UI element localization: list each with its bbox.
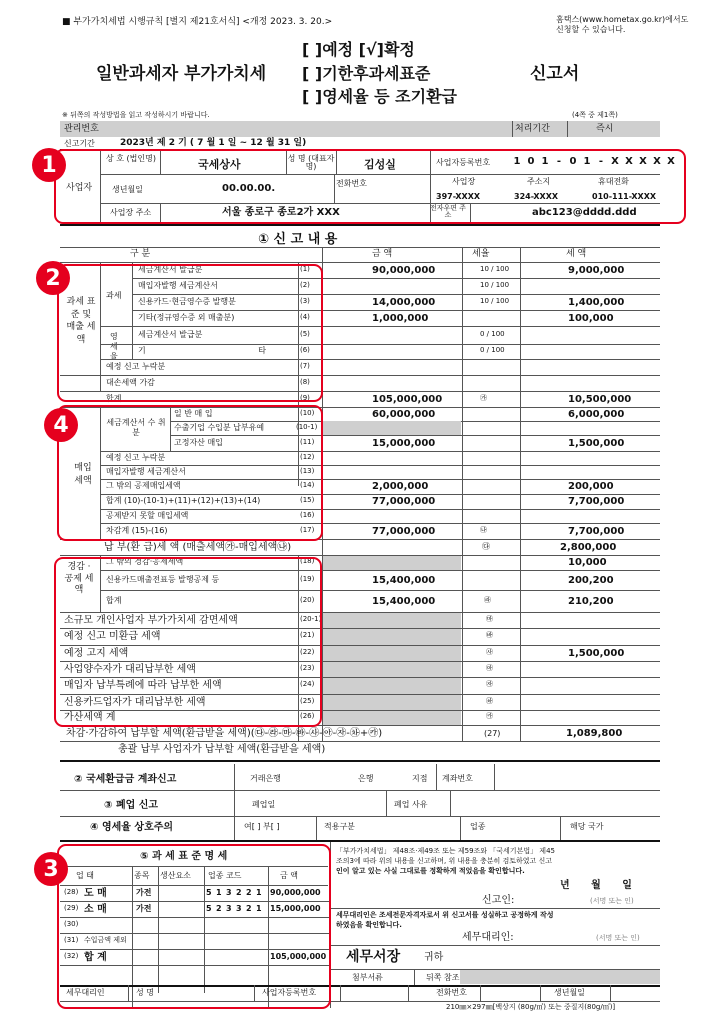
row-label: 고정자산 매입 bbox=[174, 438, 223, 447]
row-label: 합계 (10)-(10-1)+(11)+(12)+(13)+(14) bbox=[106, 496, 261, 505]
row-label: 대손세액 가감 bbox=[106, 378, 155, 387]
row-tax[interactable]: 10,500,000 bbox=[568, 394, 632, 405]
management-number-label: 관리번호 bbox=[64, 124, 99, 134]
row-number: (19) bbox=[300, 575, 315, 583]
row-number: (2) bbox=[300, 281, 310, 289]
row-number: (10-1) bbox=[296, 423, 318, 431]
code-digit[interactable]: 5 bbox=[206, 904, 212, 913]
row-rate: ㉯ bbox=[480, 526, 487, 534]
code-digit[interactable]: 1 bbox=[216, 888, 222, 897]
email[interactable]: abc123@dddd.ddd bbox=[532, 207, 637, 218]
row-label: 기타(정규영수증 외 매출분) bbox=[138, 313, 235, 322]
zero-rate-yes-no[interactable]: 여[ ] 부[ ] bbox=[244, 822, 280, 831]
row-label: 공제받지 못할 매입세액 bbox=[106, 511, 189, 520]
declaration-line-2: 조의3에 따라 위의 내용을 신고하며, 위 내용을 충분히 검토하였고 신고 bbox=[336, 857, 553, 865]
badge-4: 4 bbox=[44, 408, 78, 442]
row-amount[interactable]: 77,000,000 bbox=[372, 496, 436, 507]
tax-office-to: 귀하 bbox=[424, 952, 444, 963]
business-name[interactable]: 국세상사 bbox=[198, 158, 241, 171]
refund-bank-suffix: 은행 bbox=[358, 774, 374, 783]
final-payable-number: (27) bbox=[484, 729, 501, 738]
declaration-date[interactable]: 년 월 일 bbox=[560, 880, 632, 891]
row-tax[interactable]: 9,000,000 bbox=[568, 265, 625, 276]
row-label: 예정 신고 미환급 세액 bbox=[64, 631, 161, 642]
form-rule: ■ 부가가치세법 시행규칙 [별지 제21호서식] <개정 2023. 3. 20.> bbox=[62, 17, 333, 27]
row-rate: ㉷ bbox=[486, 697, 493, 705]
row-number: (7) bbox=[300, 362, 310, 370]
row-rate: ㉵ bbox=[486, 664, 493, 672]
refund-account-label: 계좌번호 bbox=[442, 774, 473, 783]
row-label: 매입자발행 세금계산서 bbox=[138, 281, 218, 290]
registration-number[interactable]: 1 0 1 - 0 1 - X X X X X bbox=[513, 156, 675, 167]
processing-period-label: 처리기간 bbox=[515, 124, 550, 134]
address-label: 사업장 주소 bbox=[110, 208, 152, 217]
row-rate: ㉲ bbox=[486, 615, 493, 623]
row-label: 가산세액 계 bbox=[64, 712, 116, 723]
agent-sign-label: 세무대리인: bbox=[462, 932, 514, 943]
row-tax[interactable]: 6,000,000 bbox=[568, 409, 625, 420]
row-label: 차감계 (15)-(16) bbox=[106, 526, 168, 535]
row-number: (23) bbox=[300, 664, 315, 672]
footer-birth: 생년월일 bbox=[554, 988, 585, 997]
row-number: (8) bbox=[300, 378, 310, 386]
row-industry[interactable]: 도 매 bbox=[84, 888, 107, 899]
row-amount[interactable]: 15,400,000 bbox=[372, 596, 436, 607]
tax-base-title: ⑤ 과 세 표 준 명 세 bbox=[140, 851, 228, 862]
row-industry[interactable]: 합 계 bbox=[84, 952, 107, 963]
type-zero-rate[interactable]: [ ]영세율 등 조기환급 bbox=[302, 87, 457, 106]
footer-reg: 사업자등록번호 bbox=[262, 988, 317, 997]
row-label: 합계 bbox=[106, 596, 122, 605]
row-number: (31) bbox=[64, 936, 79, 944]
row-number: (21) bbox=[300, 631, 315, 639]
row-label: 그 밖의 공제매입세액 bbox=[106, 481, 181, 490]
type-late[interactable]: [ ]기한후과세표준 bbox=[302, 64, 431, 83]
row-tax[interactable]: 1,500,000 bbox=[568, 648, 625, 659]
badge-1: 1 bbox=[32, 148, 66, 182]
form-title: 일반과세자 부가가치세 bbox=[96, 64, 267, 84]
row-number: (10) bbox=[300, 409, 315, 417]
row-number: (28) bbox=[64, 888, 79, 896]
row-amount[interactable]: 14,000,000 bbox=[372, 297, 436, 308]
column-category: 구 분 bbox=[130, 249, 151, 259]
taxable-label: 과세 bbox=[106, 291, 122, 300]
hometax-note-2: 신청할 수 있습니다. bbox=[556, 25, 626, 34]
row-rate: 10 / 100 bbox=[480, 281, 510, 289]
row-number: (4) bbox=[300, 313, 310, 321]
period-value: 2023년 제 2 기 ( 7 월 1 일 ~ 12 월 31 일) bbox=[120, 138, 307, 148]
highlight-purchase bbox=[57, 405, 323, 541]
row-number: (6) bbox=[300, 346, 310, 354]
row-label: 예정 신고 누락분 bbox=[106, 362, 166, 371]
row-tax[interactable]: 7,700,000 bbox=[568, 526, 625, 537]
phone-mobile-label: 휴대전화 bbox=[598, 177, 629, 186]
row-number: (29) bbox=[64, 904, 79, 912]
phone-business[interactable]: 397-XXXX bbox=[436, 192, 481, 201]
row-label: 예정 신고 누락분 bbox=[106, 453, 166, 462]
row-amount[interactable]: 1,000,000 bbox=[372, 313, 429, 324]
row-label: 합계 bbox=[106, 394, 122, 403]
code-digit[interactable]: 3 bbox=[226, 888, 232, 897]
agent-sign[interactable]: (서명 또는 인) bbox=[596, 934, 640, 942]
row-tax[interactable]: 10,000 bbox=[568, 557, 607, 568]
row-tax[interactable]: 200,000 bbox=[568, 481, 614, 492]
birth-date[interactable]: 00.00.00. bbox=[222, 183, 276, 194]
row-number: (25) bbox=[300, 697, 315, 705]
type-regular[interactable]: [ ]예정 [√]확정 bbox=[302, 40, 415, 59]
column-tax: 세 액 bbox=[566, 249, 587, 259]
column-amount: 금 액 bbox=[372, 249, 393, 259]
code-digit[interactable]: 3 bbox=[236, 904, 242, 913]
row-amount[interactable]: 90,000,000 bbox=[372, 265, 436, 276]
row-label: 수출기업 수입분 납부유예 bbox=[174, 423, 265, 432]
row-rate: 10 / 100 bbox=[480, 297, 510, 305]
row-number: (18) bbox=[300, 557, 315, 565]
row-label: 그 밖의 경감·공제세액 bbox=[106, 557, 184, 566]
zero-rate-reciprocity-title: ④ 영세율 상호주의 bbox=[90, 822, 174, 833]
row-industry[interactable]: 소 매 bbox=[84, 904, 107, 915]
highlight-business-info bbox=[54, 149, 686, 224]
row-label: 예정 고지 세액 bbox=[64, 648, 129, 659]
declaration-line-1: 「부가가치세법」 제48조·제49조 또는 제59조와 「국세기본법」 제45 bbox=[336, 847, 555, 855]
badge-3: 3 bbox=[34, 852, 68, 886]
agent-declaration-1: 세무대리인은 조세전문자격자로서 위 신고서를 성실하고 공정하게 작성 bbox=[336, 911, 554, 919]
row-item[interactable]: 가전 bbox=[136, 904, 152, 913]
row-rate: 10 / 100 bbox=[480, 265, 510, 273]
row-number: (15) bbox=[300, 496, 315, 504]
declarant-sign[interactable]: (서명 또는 인) bbox=[590, 897, 634, 905]
code-digit[interactable]: 2 bbox=[216, 904, 222, 913]
tax-base-header: 업 태 종목 생산요소 업종 코드 금 액 bbox=[76, 871, 298, 880]
refund-branch-suffix: 지점 bbox=[412, 774, 428, 783]
row-label: 매입자발행 세금계산서 bbox=[106, 467, 186, 476]
row-amount[interactable]: 60,000,000 bbox=[372, 409, 436, 420]
form-title-suffix: 신고서 bbox=[530, 64, 580, 84]
phone-label: 전화번호 bbox=[336, 179, 367, 188]
row-tax[interactable]: 7,700,000 bbox=[568, 496, 625, 507]
row-number: (13) bbox=[300, 467, 315, 475]
phone-business-label: 사업장 bbox=[452, 177, 476, 186]
row-label: 신용카드업자가 대리납부한 세액 bbox=[64, 697, 206, 708]
row-rate: 0 / 100 bbox=[480, 346, 505, 354]
row-label: 사업양수자가 대리납부한 세액 bbox=[64, 664, 196, 675]
tax-office-chief: 세무서장 bbox=[346, 949, 401, 965]
row-industry[interactable]: 수입금액 제외 bbox=[84, 936, 127, 944]
row-amount[interactable]: 105,000,000 bbox=[270, 952, 327, 961]
closure-date-label: 폐업일 bbox=[252, 800, 276, 809]
processing-period-value: 즉시 bbox=[596, 124, 614, 134]
page-count: (4쪽 중 제1쪽) bbox=[572, 111, 618, 119]
row-label: 일 반 매 입 bbox=[174, 409, 213, 418]
highlight-sales bbox=[57, 264, 323, 402]
business-name-label: 상 호 (법인명) bbox=[106, 154, 156, 163]
row-number: (12) bbox=[300, 453, 315, 461]
row-label: 매입자 납부특례에 따라 납부한 세액 bbox=[64, 680, 222, 691]
report-section-title: ① 신 고 내 용 bbox=[258, 232, 338, 247]
attachments-label: 첨부서류 bbox=[352, 973, 383, 982]
business-label: 사업자 bbox=[66, 183, 93, 193]
row-number: (1) bbox=[300, 265, 310, 273]
row-tax[interactable]: 100,000 bbox=[568, 313, 614, 324]
zero-rate-apply-type: 적용구분 bbox=[324, 822, 355, 831]
row-number: (26) bbox=[300, 712, 315, 720]
payable-tax[interactable]: 2,800,000 bbox=[560, 542, 617, 553]
row-label: 기 타 bbox=[138, 346, 266, 355]
row-number: (30) bbox=[64, 920, 79, 928]
declarant-label: 신고인: bbox=[482, 895, 515, 906]
birth-label: 생년월일 bbox=[112, 185, 143, 194]
payable-tax-label: 납 부(환 급)세 액 (매출세액㉮-매입세액㉯) bbox=[104, 542, 292, 553]
row-tax[interactable]: 1,500,000 bbox=[568, 438, 625, 449]
instruction-note: ※ 뒤쪽의 작성방법을 읽고 작성하시기 바랍니다. bbox=[62, 111, 210, 119]
zero-rate-label: 영세율 bbox=[110, 332, 118, 361]
zero-rate-industry: 업종 bbox=[470, 822, 486, 831]
phone-home[interactable]: 324-XXXX bbox=[514, 192, 559, 201]
footer-agent: 세무대리인 bbox=[66, 988, 105, 997]
row-tax[interactable]: 200,200 bbox=[568, 575, 614, 586]
row-rate: ㉴ bbox=[486, 648, 493, 656]
deduction-section-label: 경감 · 공제 세액 bbox=[64, 562, 94, 596]
row-number: (24) bbox=[300, 680, 315, 688]
row-number: (20-1) bbox=[300, 615, 322, 623]
row-number: (14) bbox=[300, 481, 315, 489]
refund-bank-label: 거래은행 bbox=[250, 774, 281, 783]
row-rate: ㉱ bbox=[484, 596, 491, 604]
sales-section-label: 과세 표준 및 매출 세액 bbox=[66, 297, 96, 345]
row-rate: ㉳ bbox=[486, 631, 493, 639]
highlight-tax-base bbox=[57, 844, 331, 1009]
attachments-ref: 뒤쪽 참조 bbox=[426, 973, 460, 982]
row-number: (17) bbox=[300, 526, 315, 534]
email-label: 전자우편 주소 bbox=[429, 204, 467, 219]
closure-reason-label: 폐업 사유 bbox=[394, 800, 428, 809]
zero-rate-country: 해당 국가 bbox=[570, 822, 604, 831]
row-number: (9) bbox=[300, 394, 310, 402]
code-digit[interactable]: 2 bbox=[246, 888, 252, 897]
row-label: 세금계산서 발급분 bbox=[138, 265, 203, 274]
highlight-deductions bbox=[54, 557, 322, 727]
row-rate: ㉮ bbox=[480, 394, 487, 402]
row-number: (32) bbox=[64, 952, 79, 960]
code-digit[interactable]: 2 bbox=[236, 888, 242, 897]
row-label: 신용카드매출전표등 발행공제 등 bbox=[106, 575, 220, 584]
row-amount[interactable]: 15,400,000 bbox=[372, 575, 436, 586]
row-item[interactable]: 가전 bbox=[136, 888, 152, 897]
representative-name[interactable]: 김성실 bbox=[364, 158, 396, 171]
column-rate: 세율 bbox=[472, 249, 490, 259]
badge-2: 2 bbox=[36, 261, 70, 295]
aggregate-payable-label: 총괄 납부 사업자가 납부할 세액(환급받을 세액) bbox=[118, 744, 326, 755]
row-number: (3) bbox=[300, 297, 310, 305]
phone-mobile[interactable]: 010-111-XXXX bbox=[592, 192, 657, 201]
code-digit[interactable]: 2 bbox=[246, 904, 252, 913]
representative-label: 성 명 (대표자명) bbox=[287, 154, 335, 171]
code-digit[interactable]: 3 bbox=[226, 904, 232, 913]
business-address[interactable]: 서울 종로구 종로2가 XXX bbox=[222, 207, 340, 218]
refund-account-title: ② 국세환급금 계좌신고 bbox=[74, 774, 177, 785]
agent-declaration-2: 하였음을 확인합니다. bbox=[336, 921, 402, 929]
purchase-section-label: 매입 세액 bbox=[74, 463, 92, 486]
final-payable-label: 차감·가감하여 납부할 세액(환급받을 세액)(㉰-㉱-㉲-㉳-㉴-㉵-㉶-㉷+㉸) bbox=[66, 728, 383, 739]
row-amount[interactable]: 15,000,000 bbox=[270, 904, 321, 913]
code-digit[interactable]: 5 bbox=[206, 888, 212, 897]
code-digit[interactable]: 1 bbox=[256, 888, 262, 897]
row-number: (11) bbox=[300, 438, 315, 446]
code-digit[interactable]: 1 bbox=[256, 904, 262, 913]
closure-title: ③ 폐업 신고 bbox=[104, 800, 159, 811]
registration-number-label: 사업자등록번호 bbox=[436, 158, 491, 167]
row-number: (20) bbox=[300, 596, 315, 604]
final-payable-tax[interactable]: 1,089,800 bbox=[566, 728, 623, 739]
row-tax[interactable]: 210,200 bbox=[568, 596, 614, 607]
footer-phone: 전화번호 bbox=[436, 988, 467, 997]
hometax-note: 홈택스(www.hometax.go.kr)에서도 bbox=[556, 15, 689, 24]
row-tax[interactable]: 1,400,000 bbox=[568, 297, 625, 308]
row-amount[interactable]: 77,000,000 bbox=[372, 526, 436, 537]
row-label: 세금계산서 발급분 bbox=[138, 330, 203, 339]
row-number: (16) bbox=[300, 511, 315, 519]
row-amount[interactable]: 90,000,000 bbox=[270, 888, 321, 897]
row-number: (5) bbox=[300, 330, 310, 338]
row-rate: ㉶ bbox=[486, 680, 493, 688]
row-label: 신용카드·현금영수증 발행분 bbox=[138, 297, 236, 306]
footer-name: 성 명 bbox=[136, 988, 154, 997]
paper-spec: 210㎜×297㎜[백상지 (80g/㎡) 또는 중질지(80g/㎡)] bbox=[446, 1003, 616, 1011]
period-label: 신고기간 bbox=[64, 139, 95, 148]
row-amount[interactable]: 2,000,000 bbox=[372, 481, 429, 492]
row-number: (22) bbox=[300, 648, 315, 656]
declaration-line-3: 인이 알고 있는 사실 그대로를 정확하게 적었음을 확인합니다. bbox=[336, 867, 525, 875]
row-amount[interactable]: 15,000,000 bbox=[372, 438, 436, 449]
row-label: 소규모 개인사업자 부가가치세 감면세액 bbox=[64, 615, 238, 626]
payable-rate: ㉰ bbox=[482, 542, 490, 551]
row-amount[interactable]: 105,000,000 bbox=[372, 394, 443, 405]
row-rate: ㉸ bbox=[486, 712, 493, 720]
invoice-received-label: 세금계산서 수 취 분 bbox=[106, 418, 166, 437]
row-rate: 0 / 100 bbox=[480, 330, 505, 338]
phone-home-label: 주소지 bbox=[527, 177, 551, 186]
